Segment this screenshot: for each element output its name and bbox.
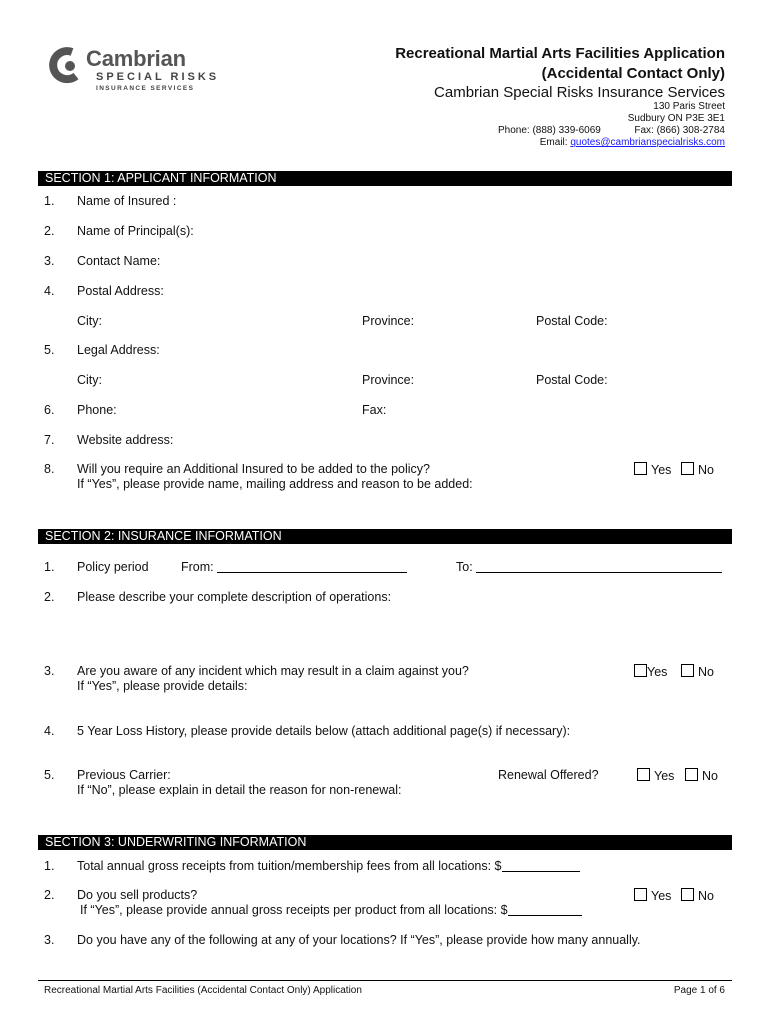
- gross-receipts-input-line[interactable]: [502, 859, 580, 872]
- section-1-header: SECTION 1: APPLICANT INFORMATION: [38, 171, 732, 186]
- from-input-line[interactable]: [217, 560, 407, 573]
- item-number: 3.: [44, 254, 55, 268]
- non-renewal-followup: If “No”, please explain in detail the reason for non-renewal:: [77, 783, 402, 797]
- renewal-yes[interactable]: Yes: [637, 768, 674, 783]
- item-number: 6.: [44, 403, 55, 417]
- policy-period-label: Policy period: [77, 560, 149, 574]
- company-logo: [48, 46, 228, 96]
- checkbox[interactable]: [685, 768, 698, 781]
- operations-description-label: Please describe your complete description of operations:: [77, 590, 392, 604]
- section-2-header: SECTION 2: INSURANCE INFORMATION: [38, 529, 732, 544]
- incident-yes[interactable]: Yes: [634, 664, 667, 679]
- sell-products-yes[interactable]: Yes: [634, 888, 671, 903]
- name-of-insured-label: Name of Insured :: [77, 194, 177, 208]
- postal-province-label: Province:: [362, 314, 415, 328]
- item-number: 2.: [44, 590, 55, 604]
- incident-awareness-question: Are you aware of any incident which may result in a claim against you?: [77, 664, 469, 678]
- renewal-offered-label: Renewal Offered?: [498, 768, 599, 782]
- postal-city-label: City:: [77, 314, 102, 328]
- name-of-principals-label: Name of Principal(s):: [77, 224, 194, 238]
- item-number: 2.: [44, 888, 55, 902]
- checkbox[interactable]: [634, 664, 647, 677]
- item-number: 4.: [44, 724, 55, 738]
- document-subtitle: (Accidental Contact Only): [541, 65, 725, 82]
- footer-divider: [38, 980, 732, 981]
- fax-number: Fax: (866) 308-2784: [634, 125, 725, 136]
- page-number: Page 1 of 6: [673, 985, 725, 996]
- contact-name-label: Contact Name:: [77, 254, 161, 268]
- item-number: 3.: [44, 933, 55, 947]
- checkbox[interactable]: [681, 462, 694, 475]
- checkbox[interactable]: [634, 888, 647, 901]
- legal-address-label: Legal Address:: [77, 343, 160, 357]
- email-label: Email:: [539, 137, 568, 148]
- item-number: 8.: [44, 462, 55, 476]
- item-number: 1.: [44, 560, 55, 574]
- fax-label: Fax:: [362, 403, 387, 417]
- previous-carrier-label: Previous Carrier:: [77, 768, 171, 782]
- gross-receipts-label: Total annual gross receipts from tuition/membership fees from all locations: $: [77, 859, 502, 873]
- renewal-no[interactable]: No: [685, 768, 718, 783]
- additional-insured-question: Will you require an Additional Insured to be added to the policy?: [77, 462, 431, 476]
- product-receipts-field: [80, 903, 582, 917]
- phone-label: Phone:: [77, 403, 117, 417]
- item-number: 4.: [44, 284, 55, 298]
- item-number: 1.: [44, 194, 55, 208]
- legal-city-label: City:: [77, 373, 102, 387]
- website-label: Website address:: [77, 433, 174, 447]
- postal-address-label: Postal Address:: [77, 284, 164, 298]
- incident-no[interactable]: No: [681, 664, 714, 679]
- product-receipts-input-line[interactable]: [508, 903, 582, 916]
- incident-details-followup: If “Yes”, please provide details:: [77, 679, 248, 693]
- checkbox[interactable]: [681, 664, 694, 677]
- checkbox[interactable]: [637, 768, 650, 781]
- email-row: [540, 137, 725, 148]
- sell-products-question: Do you sell products?: [77, 888, 198, 902]
- policy-from-field[interactable]: From:: [181, 560, 407, 574]
- item-number: 7.: [44, 433, 55, 447]
- additional-insured-followup: If “Yes”, please provide name, mailing address and reason to be added:: [77, 477, 473, 491]
- item-number: 1.: [44, 859, 55, 873]
- additional-insured-no[interactable]: No: [681, 462, 714, 477]
- to-input-line[interactable]: [476, 560, 722, 573]
- gross-receipts-field: [77, 859, 580, 873]
- address-line-1: 130 Paris Street: [653, 101, 725, 112]
- logo-tagline: SPECIAL RISKS: [96, 71, 220, 83]
- item-number: 5.: [44, 768, 55, 782]
- logo-name: Cambrian: [86, 46, 186, 71]
- checkbox[interactable]: [634, 462, 647, 475]
- email-link[interactable]: quotes@cambrianspecialrisks.com: [570, 137, 725, 148]
- checkbox[interactable]: [681, 888, 694, 901]
- item-number: 5.: [44, 343, 55, 357]
- phone-number: Phone: (888) 339-6069: [498, 125, 601, 136]
- policy-to-field[interactable]: To:: [456, 560, 722, 574]
- document-title: Recreational Martial Arts Facilities Application: [395, 45, 725, 62]
- legal-province-label: Province:: [362, 373, 415, 387]
- product-receipts-label: If “Yes”, please provide annual gross receipts per product from all locations: $: [80, 903, 508, 917]
- footer-document-name: Recreational Martial Arts Facilities (Accidental Contact Only) Application: [44, 985, 362, 996]
- sell-products-no[interactable]: No: [681, 888, 714, 903]
- postal-code-label: Postal Code:: [536, 314, 608, 328]
- logo-subtagline: INSURANCE SERVICES: [96, 85, 195, 92]
- address-line-2: Sudbury ON P3E 3E1: [627, 113, 725, 124]
- section-3-header: SECTION 3: UNDERWRITING INFORMATION: [38, 835, 732, 850]
- locations-question: Do you have any of the following at any of your locations? If “Yes”, please provide how many annually.: [77, 933, 641, 947]
- cambrian-swirl-icon: [48, 46, 84, 88]
- additional-insured-yes[interactable]: Yes: [634, 462, 671, 477]
- item-number: 3.: [44, 664, 55, 678]
- legal-postal-code-label: Postal Code:: [536, 373, 608, 387]
- company-name: Cambrian Special Risks Insurance Services: [434, 84, 725, 101]
- loss-history-label: 5 Year Loss History, please provide details below (attach additional page(s) if necessary):: [77, 724, 571, 738]
- item-number: 2.: [44, 224, 55, 238]
